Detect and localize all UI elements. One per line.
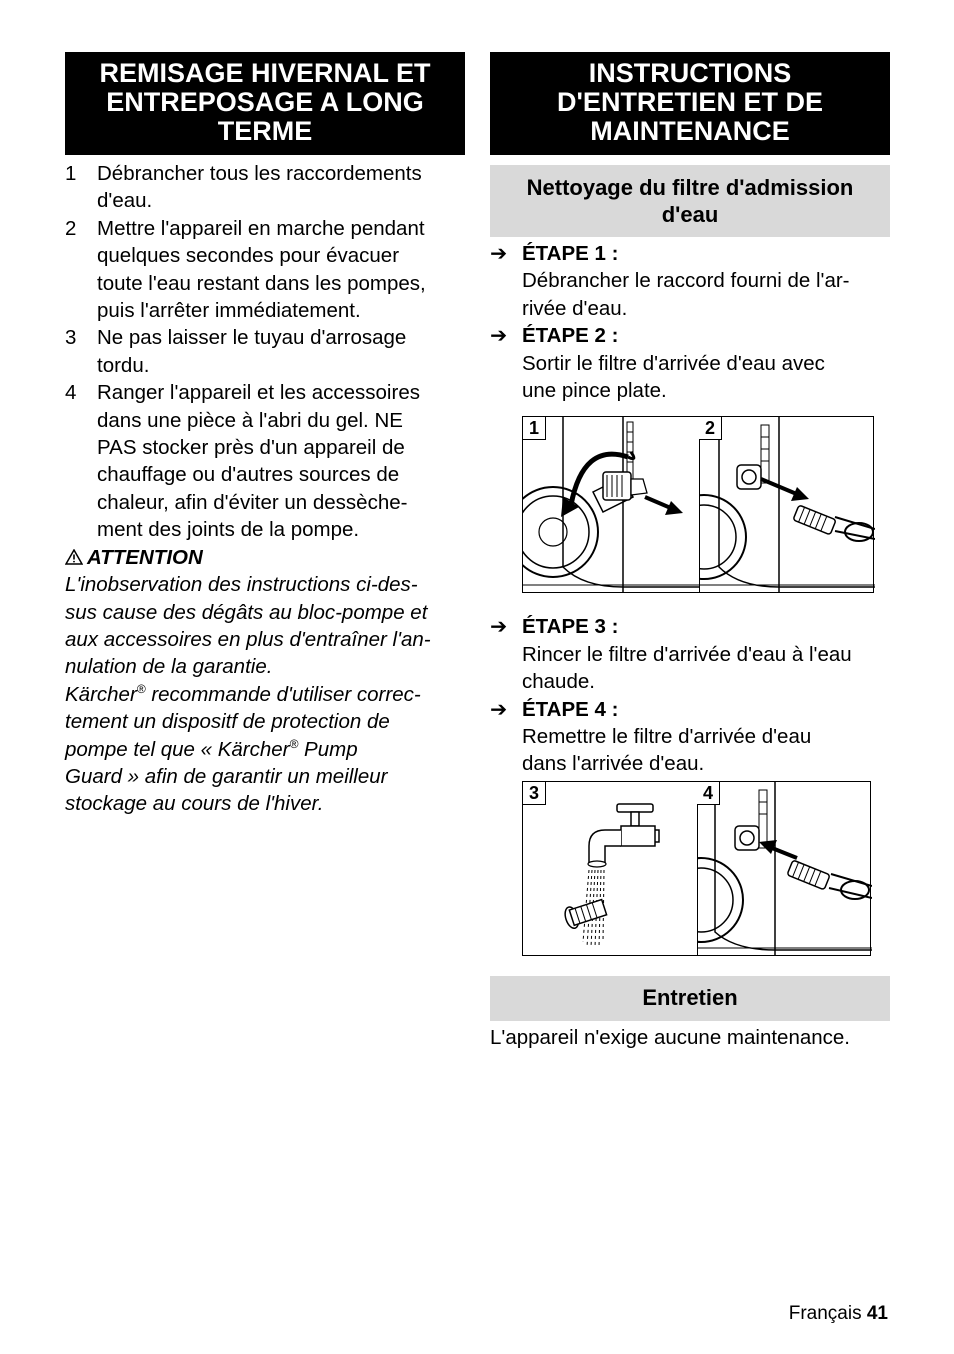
title-line: INSTRUCTIONS (588, 58, 792, 88)
step-text-line: Mettre l'appareil en marche pendant (97, 216, 425, 240)
maintenance-text: L'appareil n'exige aucune maintenance. (490, 1025, 851, 1049)
attention-line: sus cause des dégâts au bloc-pompe et (65, 600, 428, 624)
figure-panel-2 (699, 417, 875, 592)
figure-panel-1 (523, 417, 700, 592)
title-line: REMISAGE HIVERNAL ET (99, 58, 431, 88)
attention-line: nulation de la garantie. (65, 655, 273, 679)
figure-label: 4 (697, 782, 720, 805)
step-title: ÉTAPE 3 : (522, 615, 619, 639)
title-line: ENTREPOSAGE A LONG (106, 87, 424, 117)
figure-panel-4 (697, 782, 872, 955)
step-title: ÉTAPE 2 : (522, 324, 619, 348)
step-1 (490, 240, 890, 322)
step-title: ÉTAPE 1 : (522, 242, 619, 265)
figure-label: 1 (523, 417, 546, 440)
step-text-line: Sortir le filtre d'arrivée d'eau avec (522, 351, 825, 375)
attention-line: Guard » afin de garantir un meilleur (65, 764, 388, 788)
attention-notice (65, 544, 465, 818)
storage-steps-list (65, 160, 465, 544)
step-text-line: Ranger l'appareil et les accessoires (97, 381, 420, 405)
attention-title: ATTENTION (87, 545, 203, 569)
maintenance-instructions-title (490, 52, 890, 155)
reinsert-filter-drawing (697, 782, 872, 955)
unscrew-connector-drawing (523, 417, 699, 592)
list-item (65, 324, 465, 379)
step-4 (490, 696, 890, 778)
rinse-filter-under-tap-drawing (523, 782, 697, 955)
step-text-line: dans une pièce à l'abri du gel. NE (97, 408, 403, 432)
attention-line: tement un dispositf de protection de (65, 710, 390, 734)
step-text-line: tordu. (97, 353, 150, 377)
list-item (65, 160, 465, 215)
arrow-right-icon: ➔ (490, 242, 508, 265)
page-number: 41 (866, 1303, 888, 1324)
registered-mark: ® (289, 736, 299, 751)
step-text-line: rivée d'eau. (522, 296, 628, 320)
step-text-line: Ne pas laisser le tuyau d'arrosage (97, 326, 407, 350)
step-title: ÉTAPE 4 : (522, 697, 619, 721)
figure-panel-3 (523, 782, 698, 955)
step-text-line: ment des joints de la pompe. (97, 518, 360, 542)
heading-line: d'eau (661, 202, 719, 227)
attention-line: recommande d'utiliser correc- (145, 682, 421, 706)
title-line: TERME (217, 116, 313, 146)
maintenance-heading (490, 976, 890, 1021)
step-text-line: PAS stocker près d'un appareil de (97, 436, 405, 460)
arrow-right-icon: ➔ (490, 615, 508, 639)
step-text-line: Débrancher tous les raccordements (97, 162, 422, 185)
step-text-line: Remettre le filtre d'arrivée d'eau (522, 725, 812, 749)
step-text-line: quelques secondes pour évacuer (97, 244, 400, 268)
step-number: 1 (65, 162, 77, 185)
list-item (65, 215, 465, 325)
step-text-line: chaleur, afin d'éviter un dessèche- (97, 490, 408, 514)
step-2 (490, 322, 890, 404)
arrow-right-icon: ➔ (490, 697, 508, 721)
brand-name: Kärcher (65, 682, 137, 706)
step-text-line: puis l'arrêter immédiatement. (97, 299, 361, 323)
step-text-line: chaude. (522, 670, 595, 694)
arrow-right-icon: ➔ (490, 324, 508, 348)
list-item (65, 379, 465, 543)
title-line: MAINTENANCE (590, 116, 790, 146)
attention-line: stockage au cours de l'hiver. (65, 792, 324, 816)
step-text-line: une pince plate. (522, 379, 667, 403)
heading-line: Nettoyage du filtre d'admission (526, 175, 854, 200)
attention-line: aux accessoires en plus d'entraîner l'an- (65, 627, 431, 651)
filter-steps-continued (490, 613, 890, 777)
filter-steps (490, 240, 890, 404)
figure-label: 3 (523, 782, 546, 805)
attention-line: L'inobservation des instructions ci-des- (65, 573, 418, 597)
page-footer (789, 1303, 888, 1325)
winter-storage-title (65, 52, 465, 155)
title-line: D'ENTRETIEN ET DE (557, 87, 823, 117)
attention-line: pompe tel que « Kärcher (65, 737, 290, 761)
left-column (65, 52, 465, 818)
step-text-line: chauffage ou d'autres sources de (97, 463, 400, 487)
step-3 (490, 613, 890, 695)
right-column (490, 52, 890, 1051)
filter-cleaning-heading (490, 165, 890, 237)
step-number: 2 (65, 216, 77, 240)
step-text-line: Rincer le filtre d'arrivée d'eau à l'eau (522, 642, 852, 666)
step-text-line: toute l'eau restant dans les pompes, (97, 271, 426, 295)
step-number: 3 (65, 326, 77, 350)
step-text-line: dans l'arrivée d'eau. (522, 752, 705, 776)
filter-removal-illustration (522, 416, 874, 593)
step-text-line: d'eau. (97, 189, 153, 213)
filter-rinse-reinsert-illustration (522, 781, 871, 956)
figure-label: 2 (699, 417, 722, 440)
heading-text: Entretien (642, 984, 738, 1010)
pull-out-filter-drawing (699, 417, 875, 592)
footer-language: Français (788, 1303, 862, 1324)
attention-line: Pump (298, 737, 358, 761)
step-number: 4 (65, 381, 77, 405)
warning-triangle-icon (65, 544, 87, 571)
step-text-line: Débrancher le raccord fourni de l'ar- (522, 269, 850, 293)
registered-mark: ® (136, 681, 146, 696)
